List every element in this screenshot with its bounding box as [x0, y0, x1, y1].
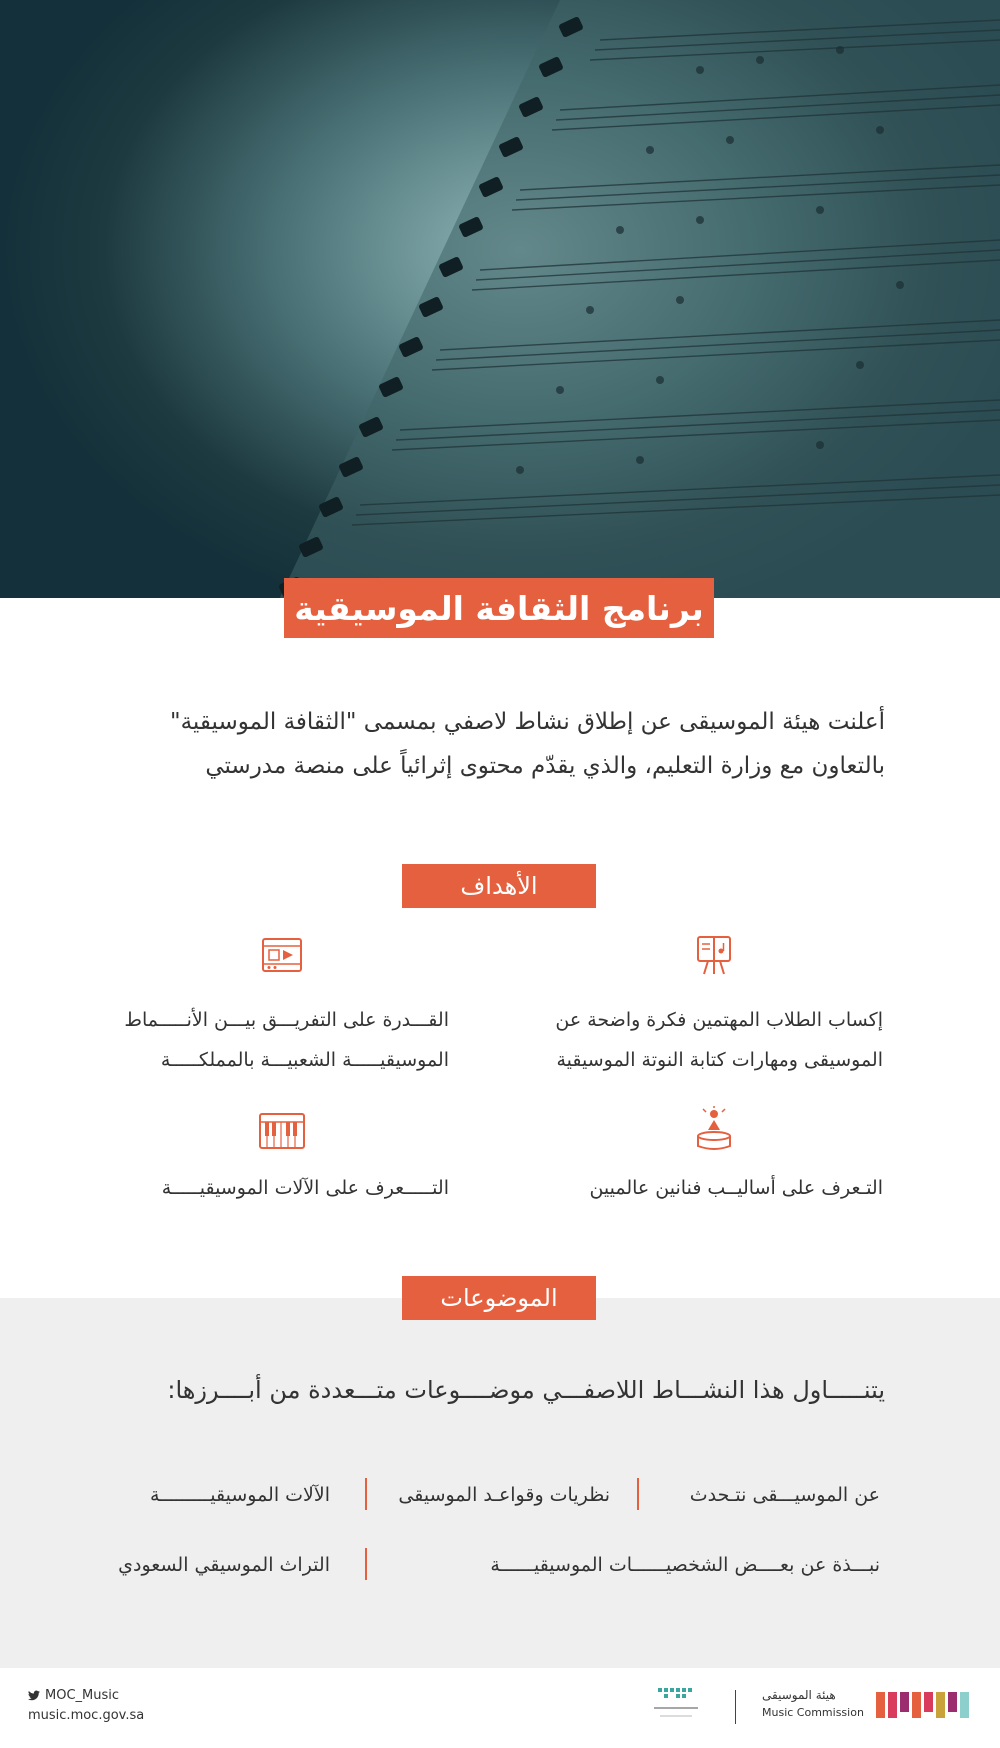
footer-divider: [735, 1690, 736, 1724]
sheet-music-stand-icon: [694, 934, 734, 978]
twitter-handle[interactable]: [28, 1688, 119, 1703]
ministry-of-education-logo: [640, 1686, 710, 1726]
intro-line-2: بالتعاون مع وزارة التعليم، والذي يقدّم محتوى إثرائياً على منصة مدرستي: [205, 753, 885, 779]
goal-item-2: [114, 1000, 449, 1080]
music-commission-name-en: Music Commission: [762, 1706, 864, 1719]
topic-item: الآلات الموسيقيـــــــــة: [149, 1484, 330, 1506]
music-commission-logo: [876, 1688, 976, 1722]
topics-lead: يتنـــــاول هذا النشـــاط اللاصفـــي موضــــوعات متـــعددة من أبــــرزها:: [167, 1376, 885, 1404]
topics-heading: الموضوعات: [440, 1284, 558, 1312]
topic-separator: [365, 1478, 367, 1510]
page-title-banner: [284, 578, 714, 638]
twitter-icon: [28, 1690, 40, 1701]
performer-on-stage-icon: [692, 1106, 736, 1152]
goal-2-line-1: القـــدرة على التفريـــق بيـــن الأنـــــماط: [124, 1009, 449, 1031]
goal-item-3: [548, 1168, 883, 1208]
topic-item: عن الموسيـــقى نتـحدث: [689, 1484, 880, 1506]
goal-item-1: [548, 1000, 883, 1080]
topic-item: نبـــذة عن بعــــض الشخصيــــــات الموسيقيــــــة: [490, 1554, 880, 1576]
piano-keyboard-icon: [258, 1112, 306, 1150]
intro-paragraph: [110, 700, 885, 788]
goal-3-line-1: التـعرف على أساليــب فنانين عالميين: [589, 1177, 883, 1199]
twitter-handle-text: MOC_Music: [45, 1688, 120, 1703]
topic-item: التراث الموسيقي السعودي: [118, 1554, 330, 1576]
hero-image: [0, 0, 1000, 640]
video-screen-icon: [261, 936, 303, 976]
goals-heading-badge: [402, 864, 596, 908]
topic-separator: [365, 1548, 367, 1580]
website-link[interactable]: music.moc.gov.sa: [28, 1708, 145, 1723]
goals-heading: الأهداف: [460, 872, 538, 900]
topics-section: [0, 1298, 1000, 1668]
intro-line-1: أعلنت هيئة الموسيقى عن إطلاق نشاط لاصفي بمسمى "الثقافة الموسيقية": [170, 709, 885, 735]
goal-2-line-2: الموسيقيـــــة الشعبيـــة بالمملكـــــة: [160, 1049, 449, 1071]
goal-1-line-2: الموسيقى ومهارات كتابة النوتة الموسيقية: [556, 1049, 883, 1071]
goal-item-4: [114, 1168, 449, 1208]
music-commission-name-ar: هيئة الموسيقى: [762, 1688, 836, 1702]
page-title: برنامج الثقافة الموسيقية: [294, 588, 704, 628]
topic-item: نظريات وقواعـد الموسيقى: [398, 1484, 610, 1506]
topics-heading-badge: [402, 1276, 596, 1320]
topic-separator: [637, 1478, 639, 1510]
sheet-music-photo: [0, 0, 1000, 640]
goal-1-line-1: إكساب الطلاب المهتمين فكرة واضحة عن: [555, 1009, 883, 1031]
goal-4-line-1: التـــــعرف على الآلات الموسيقيـــــة: [161, 1177, 449, 1199]
